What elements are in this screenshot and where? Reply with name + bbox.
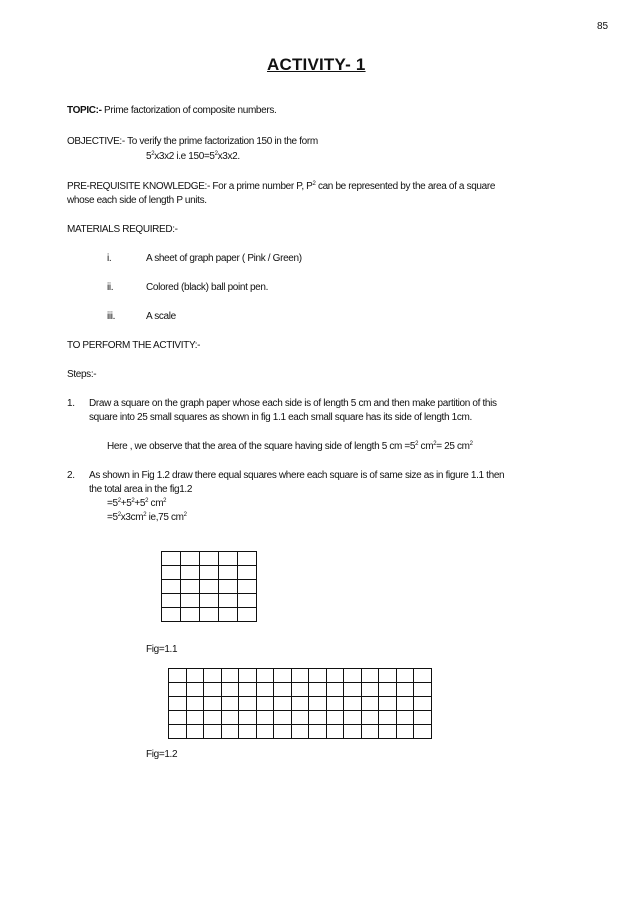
figure-1-2-caption: Fig=1.2	[146, 749, 178, 760]
grid-cell	[256, 711, 274, 725]
grid-cell	[379, 725, 397, 739]
grid-cell	[219, 552, 238, 566]
material-num: ii.	[107, 282, 114, 293]
step1-note	[107, 440, 473, 454]
eq-text: =5	[107, 498, 118, 509]
grid-cell	[414, 711, 432, 725]
step2-line-2: the total area in the fig1.2	[89, 484, 193, 495]
grid-cell	[256, 669, 274, 683]
grid-cell	[219, 566, 238, 580]
objective-text: x3x2.	[217, 151, 240, 162]
grid-cell	[309, 725, 327, 739]
materials-heading: MATERIALS REQUIRED:-	[67, 224, 178, 235]
superscript: 2	[143, 512, 147, 518]
superscript: 2	[469, 441, 473, 447]
grid-cell	[186, 725, 204, 739]
grid-cell	[181, 580, 200, 594]
superscript: 2	[117, 512, 121, 518]
grid-cell	[379, 669, 397, 683]
superscript: 2	[163, 498, 167, 504]
grid-cell	[326, 669, 344, 683]
grid-cell	[181, 594, 200, 608]
grid-cell	[200, 552, 219, 566]
page-title: ACTIVITY- 1	[267, 55, 366, 74]
figure-1-2-grid	[168, 668, 432, 739]
perform-heading: TO PERFORM THE ACTIVITY:-	[67, 340, 201, 351]
grid-cell	[274, 725, 292, 739]
grid-row	[162, 552, 257, 566]
grid-cell	[361, 711, 379, 725]
grid-cell	[361, 725, 379, 739]
grid-cell	[344, 697, 362, 711]
grid-cell	[238, 580, 257, 594]
topic-text: Prime factorization of composite numbers.	[101, 105, 277, 116]
step1-line-1: Draw a square on the graph paper whose each side is of length 5 cm and then make partition of this	[89, 398, 497, 409]
grid-cell	[379, 683, 397, 697]
grid-cell	[239, 725, 257, 739]
grid-cell	[204, 669, 222, 683]
grid-cell	[274, 711, 292, 725]
grid-row	[162, 566, 257, 580]
grid-cell	[169, 711, 187, 725]
note-text: cm	[418, 441, 434, 452]
step-number: 1.	[67, 398, 75, 409]
superscript: 2	[312, 181, 316, 187]
grid-cell	[162, 608, 181, 622]
grid-cell	[162, 580, 181, 594]
grid-cell	[361, 683, 379, 697]
grid-cell	[414, 725, 432, 739]
grid-cell	[186, 669, 204, 683]
grid-cell	[204, 725, 222, 739]
grid-row	[162, 594, 257, 608]
grid-cell	[181, 566, 200, 580]
grid-cell	[256, 725, 274, 739]
grid-cell	[344, 669, 362, 683]
grid-cell	[291, 725, 309, 739]
grid-cell	[204, 683, 222, 697]
grid-cell	[219, 594, 238, 608]
grid-cell	[326, 697, 344, 711]
grid-cell	[361, 669, 379, 683]
eq-text: cm	[148, 498, 164, 509]
grid-cell	[239, 669, 257, 683]
prereq-line-2: whose each side of length P units.	[67, 195, 207, 206]
grid-cell	[221, 711, 239, 725]
superscript: 2	[151, 151, 155, 157]
grid-cell	[326, 683, 344, 697]
eq-text: ie,75 cm	[146, 512, 184, 523]
grid-cell	[414, 697, 432, 711]
grid-cell	[239, 683, 257, 697]
prereq-text: can be represented by the area of a square	[315, 181, 496, 192]
grid-cell	[221, 683, 239, 697]
grid-cell	[274, 697, 292, 711]
grid-cell	[162, 552, 181, 566]
material-text: A scale	[146, 311, 176, 322]
grid-cell	[219, 580, 238, 594]
step1-line-2: square into 25 small squares as shown in fig 1.1 each small square has its side of length 1cm.	[89, 412, 472, 423]
figure-1-1-caption: Fig=1.1	[146, 644, 178, 655]
objective-line-2	[146, 150, 240, 164]
superscript: 2	[214, 151, 218, 157]
prereq-text: PRE-REQUISITE KNOWLEDGE:- For a prime number P, P	[67, 181, 313, 192]
page-number: 85	[597, 21, 609, 32]
grid-row	[162, 580, 257, 594]
grid-cell	[379, 697, 397, 711]
eq-text: x3cm	[120, 512, 144, 523]
grid-cell	[256, 697, 274, 711]
grid-cell	[344, 711, 362, 725]
superscript: 2	[145, 498, 149, 504]
grid-cell	[238, 552, 257, 566]
grid-cell	[396, 683, 414, 697]
grid-cell	[169, 697, 187, 711]
note-text: = 25 cm	[436, 441, 470, 452]
grid-row	[169, 669, 432, 683]
grid-cell	[239, 697, 257, 711]
grid-cell	[396, 697, 414, 711]
grid-cell	[169, 683, 187, 697]
grid-cell	[200, 566, 219, 580]
grid-cell	[221, 697, 239, 711]
grid-cell	[309, 683, 327, 697]
grid-row	[162, 608, 257, 622]
equation-1	[107, 497, 166, 511]
step2-line-1: As shown in Fig 1.2 draw there equal squares where each square is of same size as in figure 1.1 then	[89, 470, 505, 481]
grid-cell	[326, 711, 344, 725]
grid-cell	[396, 711, 414, 725]
grid-cell	[181, 552, 200, 566]
grid-cell	[204, 697, 222, 711]
steps-heading: Steps:-	[67, 369, 97, 380]
objective-text: 5	[146, 151, 152, 162]
grid-cell	[396, 725, 414, 739]
grid-row	[169, 711, 432, 725]
eq-text: =5	[107, 512, 118, 523]
superscript: 2	[183, 512, 187, 518]
grid-cell	[309, 711, 327, 725]
grid-cell	[169, 725, 187, 739]
grid-cell	[291, 683, 309, 697]
grid-cell	[309, 697, 327, 711]
topic-line	[67, 104, 276, 118]
grid-cell	[238, 608, 257, 622]
grid-cell	[361, 697, 379, 711]
note-text: Here , we observe that the area of the square having side of length 5 cm =5	[107, 441, 416, 452]
grid-row	[169, 697, 432, 711]
grid-cell	[344, 683, 362, 697]
superscript: 2	[131, 498, 135, 504]
grid-cell	[200, 580, 219, 594]
material-text: A sheet of graph paper ( Pink / Green)	[146, 253, 302, 264]
grid-cell	[186, 683, 204, 697]
grid-row	[169, 683, 432, 697]
grid-cell	[186, 711, 204, 725]
grid-cell	[162, 566, 181, 580]
material-num: i.	[107, 253, 112, 264]
eq-text: +5	[120, 498, 132, 509]
figure-1-1-grid	[161, 551, 257, 622]
grid-cell	[204, 711, 222, 725]
grid-cell	[221, 725, 239, 739]
grid-cell	[162, 594, 181, 608]
step-number: 2.	[67, 470, 75, 481]
grid-cell	[238, 594, 257, 608]
grid-cell	[344, 725, 362, 739]
grid-cell	[221, 669, 239, 683]
grid-cell	[256, 683, 274, 697]
prereq-line-1	[67, 180, 495, 194]
grid-cell	[169, 669, 187, 683]
superscript: 2	[433, 441, 437, 447]
eq-text: +5	[134, 498, 146, 509]
grid-cell	[414, 669, 432, 683]
material-text: Colored (black) ball point pen.	[146, 282, 269, 293]
objective-text: x3x2 i.e 150=5	[154, 151, 215, 162]
grid-cell	[396, 669, 414, 683]
grid-cell	[239, 711, 257, 725]
topic-label: TOPIC:-	[67, 105, 102, 116]
grid-cell	[291, 697, 309, 711]
grid-cell	[291, 711, 309, 725]
material-num: iii.	[107, 311, 116, 322]
grid-cell	[309, 669, 327, 683]
objective-line-1: OBJECTIVE:- To verify the prime factorization 150 in the form	[67, 136, 318, 147]
grid-cell	[291, 669, 309, 683]
grid-cell	[181, 608, 200, 622]
grid-cell	[274, 669, 292, 683]
grid-cell	[326, 725, 344, 739]
grid-cell	[200, 608, 219, 622]
equation-2	[107, 511, 187, 525]
grid-row	[169, 725, 432, 739]
grid-cell	[200, 594, 219, 608]
superscript: 2	[117, 498, 121, 504]
grid-cell	[414, 683, 432, 697]
grid-cell	[238, 566, 257, 580]
superscript: 2	[415, 441, 419, 447]
grid-cell	[186, 697, 204, 711]
grid-cell	[379, 711, 397, 725]
grid-cell	[219, 608, 238, 622]
grid-cell	[274, 683, 292, 697]
